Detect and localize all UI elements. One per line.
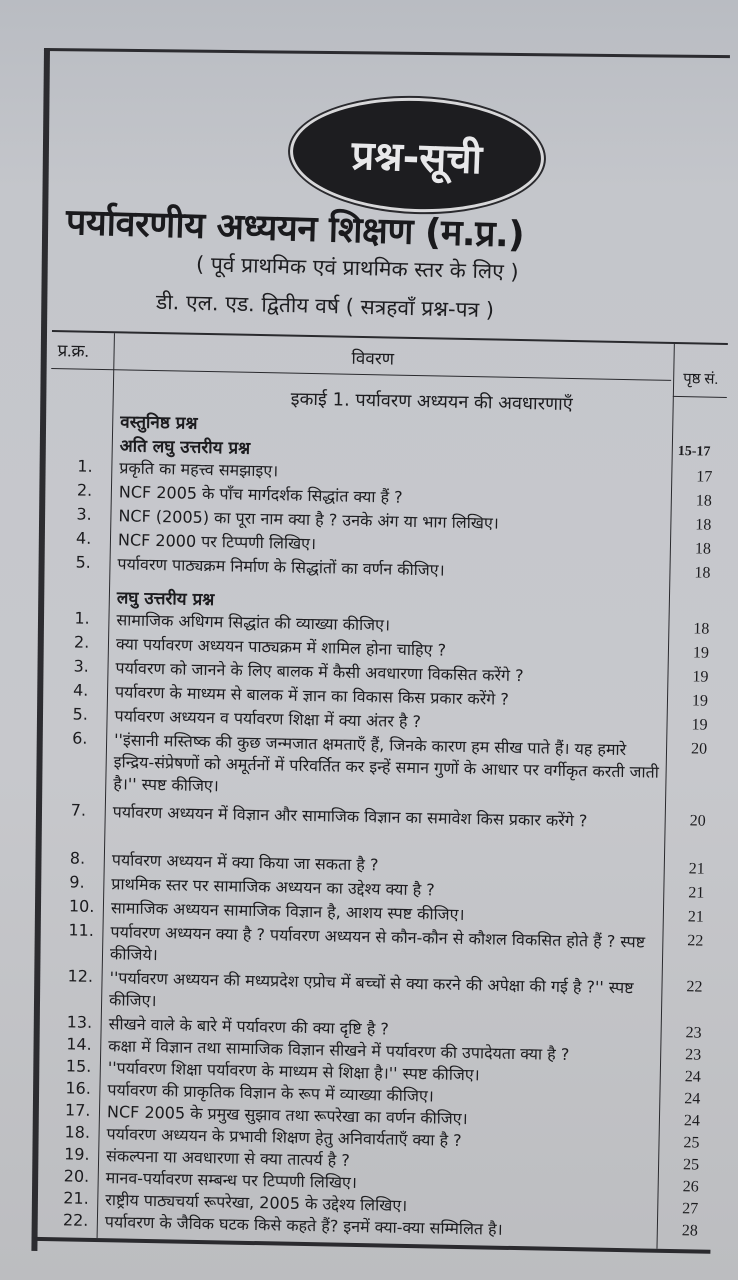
question-number: 14. xyxy=(66,1034,92,1054)
header-divider-page xyxy=(673,396,727,398)
question-text: सीखने वाले के बारे में पर्यावरण की क्या दृष्टि है ? xyxy=(108,1014,390,1039)
page-number: 19 xyxy=(692,668,709,686)
question-number: 3. xyxy=(73,656,89,676)
page-number: 26 xyxy=(682,1178,699,1196)
page-number: 21 xyxy=(688,884,705,902)
question-text: पर्यावरण की प्राकृतिक विज्ञान के रूप में व्याख्या कीजिए। xyxy=(107,1080,435,1106)
question-number: 20. xyxy=(63,1166,90,1186)
question-number: 15. xyxy=(65,1056,92,1076)
question-row xyxy=(47,608,723,638)
question-text: पर्यावरण के माध्यम से बालक में ज्ञान का विकास किस प्रकार करेंगे ? xyxy=(114,682,510,709)
column-header-number: प्र.क्र. xyxy=(57,341,90,361)
question-number: 5. xyxy=(72,704,89,724)
question-number: 2. xyxy=(73,632,90,652)
question-text: पर्यावरण पाठ्यक्रम निर्माण के सिद्धांतों का वर्णन कीजिए। xyxy=(117,554,445,580)
section-very-short: अति लघु उत्तरीय प्रश्न xyxy=(119,436,251,459)
question-number: 1. xyxy=(74,608,90,628)
question-number: 21. xyxy=(63,1188,89,1208)
question-number: 12. xyxy=(67,966,94,986)
question-text: NCF (2005) का पूरा नाम क्या है ? उनके अंग या भाग लिखिए। xyxy=(118,506,500,533)
page-number: 18 xyxy=(695,492,712,510)
book-title: पर्यावरणीय अध्ययन शिक्षण (म.प्र.) xyxy=(65,202,525,256)
page-number: 24 xyxy=(684,1090,701,1108)
question-text: पर्यावरण अध्ययन क्या है ? पर्यावरण अध्ययन से कौन-कौन से कौशल विकसित होते हैं ? स्पष्ट कीजिये। xyxy=(109,922,646,965)
question-number: 10. xyxy=(68,896,95,916)
page-number: 24 xyxy=(684,1068,701,1086)
page-number: 20 xyxy=(689,812,706,830)
question-number: 5. xyxy=(75,552,91,572)
question-text: सामाजिक अधिगम सिद्धांत की व्याख्या कीजिए। xyxy=(116,610,391,635)
question-number: 6. xyxy=(71,728,88,748)
page-number: 19 xyxy=(691,716,708,734)
page-number: 21 xyxy=(688,860,705,878)
question-text: पर्यावरण अध्ययन में विज्ञान और सामाजिक विज्ञान का समावेश किस प्रकार करेंगे ? xyxy=(112,802,588,831)
page-number: 18 xyxy=(694,564,711,582)
section-short: लघु उत्तरीय प्रश्न xyxy=(116,588,215,611)
question-text: पर्यावरण अध्ययन के प्रभावी शिक्षण हेतु अनिवार्यताएँ क्या है ? xyxy=(106,1124,462,1151)
page-number: 19 xyxy=(691,692,709,710)
question-number: 7. xyxy=(70,800,87,820)
page-number: 28 xyxy=(681,1222,698,1240)
question-text: प्राथमिक स्तर पर सामाजिक अध्ययन का उद्देश्य क्या है ? xyxy=(111,874,435,900)
header-divider xyxy=(51,368,671,381)
objective-page-range: 15-17 xyxy=(677,444,711,460)
page-number: 27 xyxy=(682,1200,699,1218)
question-number: 4. xyxy=(72,680,89,700)
question-text: संकल्पना या अवधारणा से क्या तात्पर्य है ? xyxy=(105,1146,351,1170)
page-number: 18 xyxy=(694,540,712,558)
column-header-page: पृष्ठ सं. xyxy=(683,371,719,388)
page-number: 24 xyxy=(683,1112,701,1130)
question-number: 9. xyxy=(69,872,85,892)
question-text: ''पर्यावरण शिक्षा पर्यावरण के माध्यम से शिक्षा है।'' स्पष्ट कीजिए। xyxy=(107,1058,480,1085)
page-number: 18 xyxy=(695,516,712,534)
question-text: NCF 2005 के प्रमुख सुझाव तथा रूपरेखा का वर्णन कीजिए। xyxy=(106,1102,468,1129)
question-number: 1. xyxy=(77,456,93,476)
question-number: 22. xyxy=(62,1210,89,1230)
book-subtitle-course: डी. एल. एड. द्वितीय वर्ष ( सत्रहवाँ प्रश्न-पत्र ) xyxy=(155,289,495,323)
unit-heading: इकाई 1. पर्यावरण अध्ययन की अवधारणाएँ xyxy=(290,388,573,416)
question-number: 11. xyxy=(68,920,95,940)
question-text: ''पर्यावरण अध्ययन की मध्यप्रदेश एप्रोच में बच्चों से क्या करने की अपेक्षा की गई है ?'' स्पष्ट कीजिए। xyxy=(108,968,634,1011)
question-text: राष्ट्रीय पाठ्यचर्या रूपरेखा, 2005 के उद्देश्य लिखिए। xyxy=(105,1190,408,1215)
page-number: 19 xyxy=(692,644,710,662)
question-number: 3. xyxy=(76,504,92,524)
question-text: पर्यावरण अध्ययन में क्या किया जा सकता है ? xyxy=(111,850,379,875)
question-text: ''इंसानी मस्तिष्क की कुछ जन्मजात क्षमताएँ हैं, जिनके कारण हम सीख पाते हैं। यह हमारे इन्द्रिय-संप्रेषणों को अमूर्तनों में परिवर्तित कर इन्हें समान गुणों के आधार पर वर्गीकृत करती जाती है।'' स्पष्ट कीजिए। xyxy=(113,730,660,796)
page-number: 25 xyxy=(682,1156,700,1174)
question-text: मानव-पर्यावरण सम्बन्ध पर टिप्पणी लिखिए। xyxy=(105,1168,358,1193)
page-number: 21 xyxy=(687,908,705,926)
question-text: पर्यावरण अध्ययन व पर्यावरण शिक्षा में क्या अंतर है ? xyxy=(114,706,422,732)
question-text: प्रकृति का महत्त्व समझाइए। xyxy=(119,458,279,481)
question-text: क्या पर्यावरण अध्ययन पाठ्यक्रम में शामिल होना चाहिए ? xyxy=(115,634,447,660)
page-number: 20 xyxy=(690,740,708,758)
question-text: पर्यावरण के जैविक घटक किसे कहते हैं? इनमें क्या-क्या सम्मिलित है। xyxy=(104,1212,503,1239)
page-number: 18 xyxy=(693,620,710,638)
question-number: 8. xyxy=(69,848,86,868)
page-number: 17 xyxy=(696,468,713,486)
question-row xyxy=(50,456,726,486)
question-text: सामाजिक अध्ययन सामाजिक विज्ञान है, आशय स्पष्ट कीजिए। xyxy=(110,898,465,925)
question-number: 19. xyxy=(64,1144,90,1164)
column-header-description: विवरण xyxy=(351,348,395,369)
page-number: 22 xyxy=(686,978,703,996)
question-number: 18. xyxy=(64,1122,91,1142)
section-objective: वस्तुनिष्ठ प्रश्न xyxy=(120,412,198,434)
page-number: 25 xyxy=(683,1134,700,1152)
badge-text: प्रश्न-सूची xyxy=(350,132,483,183)
question-number: 2. xyxy=(76,480,93,500)
page-number: 23 xyxy=(685,1046,702,1064)
question-number: 4. xyxy=(75,528,92,548)
question-number: 16. xyxy=(65,1078,92,1098)
question-text: NCF 2000 पर टिप्पणी लिखिए। xyxy=(117,530,317,554)
contents-table xyxy=(35,330,728,1254)
question-row xyxy=(42,848,718,878)
page-number: 22 xyxy=(687,932,704,950)
question-text: NCF 2005 के पाँच मार्गदर्शक सिद्धांत क्या हैं ? xyxy=(118,482,403,507)
question-text: पर्यावरण को जानने के लिए बालक में कैसी अवधारणा विकसित करेंगे ? xyxy=(115,658,524,686)
book-subtitle-level: ( पूर्व प्राथमिक एवं प्राथमिक स्तर के लिए ) xyxy=(195,252,519,284)
question-number: 17. xyxy=(64,1100,91,1120)
page-number: 23 xyxy=(685,1024,702,1042)
question-number: 13. xyxy=(66,1012,93,1032)
question-text: कक्षा में विज्ञान तथा सामाजिक विज्ञान सीखने में पर्यावरण की उपादेयता क्या है ? xyxy=(108,1036,570,1065)
